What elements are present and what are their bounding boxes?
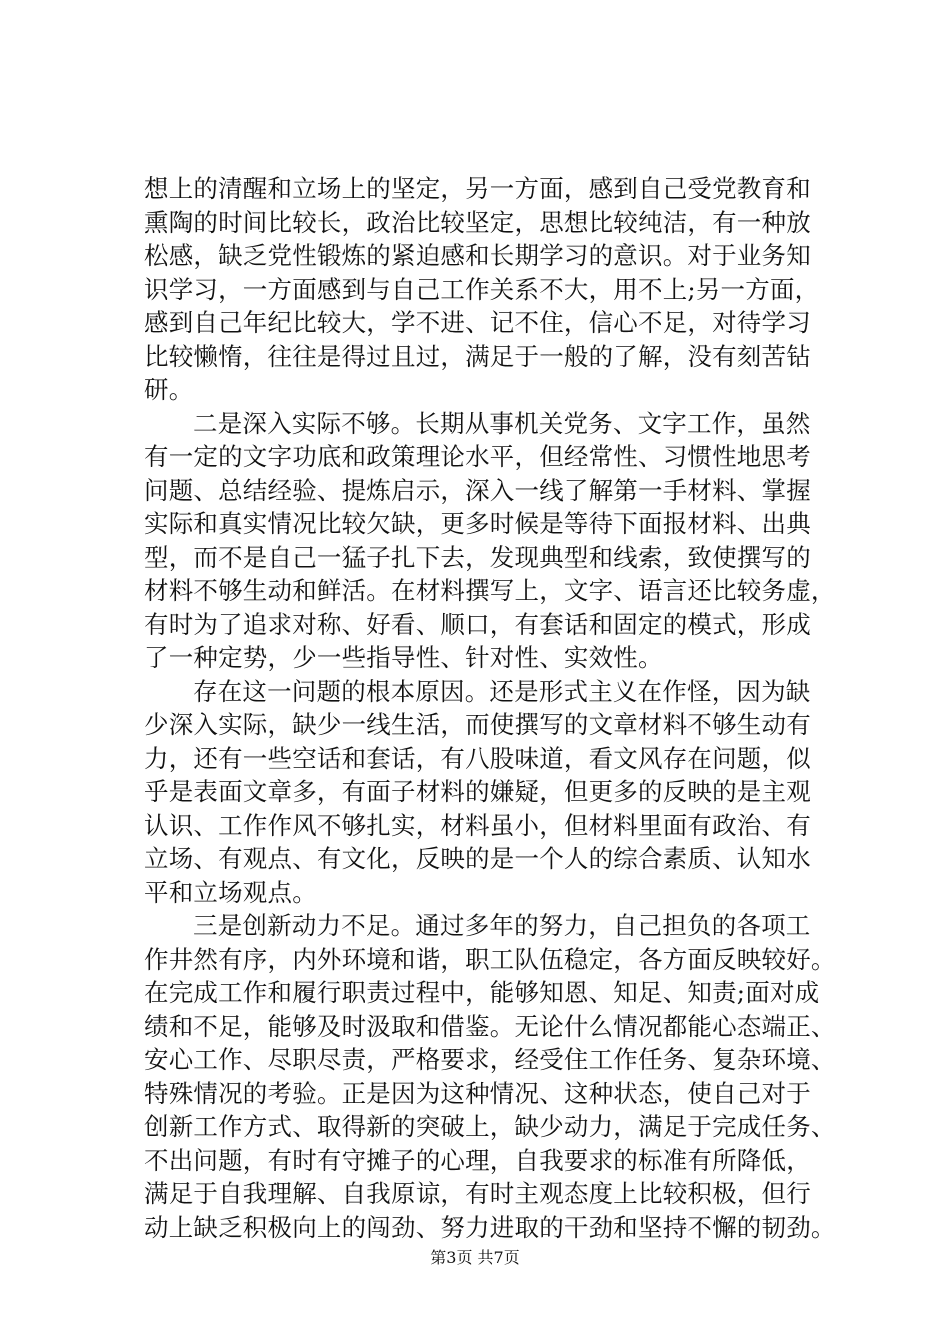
text-line: 比较懒惰，往往是得过且过，满足于一般的了解，没有刻苦钻 [144, 341, 811, 371]
text-line: 了一种定势，少一些指导性、针对性、实效性。 [144, 643, 663, 672]
text-line: 乎是表面文章多，有面子材料的嫌疑，但更多的反映的是主观 [144, 777, 811, 806]
text-line: 作井然有序，内外环境和谐，职工队伍稳定，各方面反映较好。 [144, 944, 836, 974]
text-line: 研。 [144, 375, 194, 404]
text-line: 立场、有观点、有文化，反映的是一个人的综合素质、认知水 [144, 844, 811, 873]
text-line: 问题、总结经验、提炼启示，深入一线了解第一手材料、掌握 [144, 475, 811, 505]
text-line: 想上的清醒和立场上的坚定，另一方面，感到自己受党教育和 [144, 174, 811, 203]
text-line: 在完成工作和履行职责过程中，能够知恩、知足、知责;面对成 [144, 978, 820, 1007]
text-line: 有一定的文字功底和政策理论水平，但经常性、习惯性地思考 [144, 442, 811, 471]
page-footer [0, 1245, 950, 1268]
text-line: 感到自己年纪比较大，学不进、记不住，信心不足，对待学习 [144, 308, 811, 337]
text-line: 松感，缺乏党性锻炼的紧迫感和长期学习的意识。对于业务知 [144, 241, 811, 270]
text-line: 实际和真实情况比较欠缺，更多时候是等待下面报材料、出典 [144, 509, 811, 538]
text-line: 绩和不足，能够及时汲取和借鉴。无论什么情况都能心态端正、 [144, 1011, 836, 1041]
text-line: 有时为了追求对称、好看、顺口，有套话和固定的模式，形成 [144, 609, 811, 639]
text-line: 识学习，一方面感到与自己工作关系不大，用不上;另一方面， [144, 274, 820, 304]
paragraph-start-line: 二是深入实际不够。长期从事机关党务、文字工作，虽然 [193, 408, 811, 438]
text-line: 满足于自我理解、自我原谅，有时主观态度上比较积极，但行 [144, 1179, 811, 1208]
document-body [144, 172, 836, 1244]
paragraph-start-line: 存在这一问题的根本原因。还是形式主义在作怪，因为缺 [193, 676, 811, 706]
text-line: 材料不够生动和鲜活。在材料撰写上，文字、语言还比较务虚， [144, 576, 836, 605]
page-number-label: 第3页 共7页 [430, 1248, 520, 1267]
text-line: 少深入实际，缺少一线生活，而使撰写的文章材料不够生动有 [144, 710, 811, 739]
text-line: 特殊情况的考验。正是因为这种情况、这种状态，使自己对于 [144, 1078, 811, 1108]
text-line: 创新工作方式、取得新的突破上，缺少动力，满足于完成任务、 [144, 1112, 836, 1141]
text-line: 动上缺乏积极向上的闯劲、努力进取的干劲和坚持不懈的韧劲。 [144, 1212, 836, 1242]
paragraph-start-line: 三是创新动力不足。通过多年的努力，自己担负的各项工 [193, 911, 811, 940]
text-line: 熏陶的时间比较长，政治比较坚定，思想比较纯洁，有一种放 [144, 207, 811, 237]
text-line: 平和立场观点。 [144, 877, 317, 907]
text-line: 型，而不是自己一猛子扎下去，发现典型和线索，致使撰写的 [144, 542, 811, 572]
text-line: 安心工作、尽职尽责，严格要求，经受住工作任务、复杂环境、 [144, 1045, 836, 1074]
text-line: 力，还有一些空话和套话，有八股味道，看文风存在问题，似 [144, 743, 811, 773]
text-line: 认识、工作作风不够扎实，材料虽小，但材料里面有政治、有 [144, 810, 811, 840]
text-line: 不出问题，有时有守摊子的心理，自我要求的标准有所降低， [144, 1145, 811, 1175]
